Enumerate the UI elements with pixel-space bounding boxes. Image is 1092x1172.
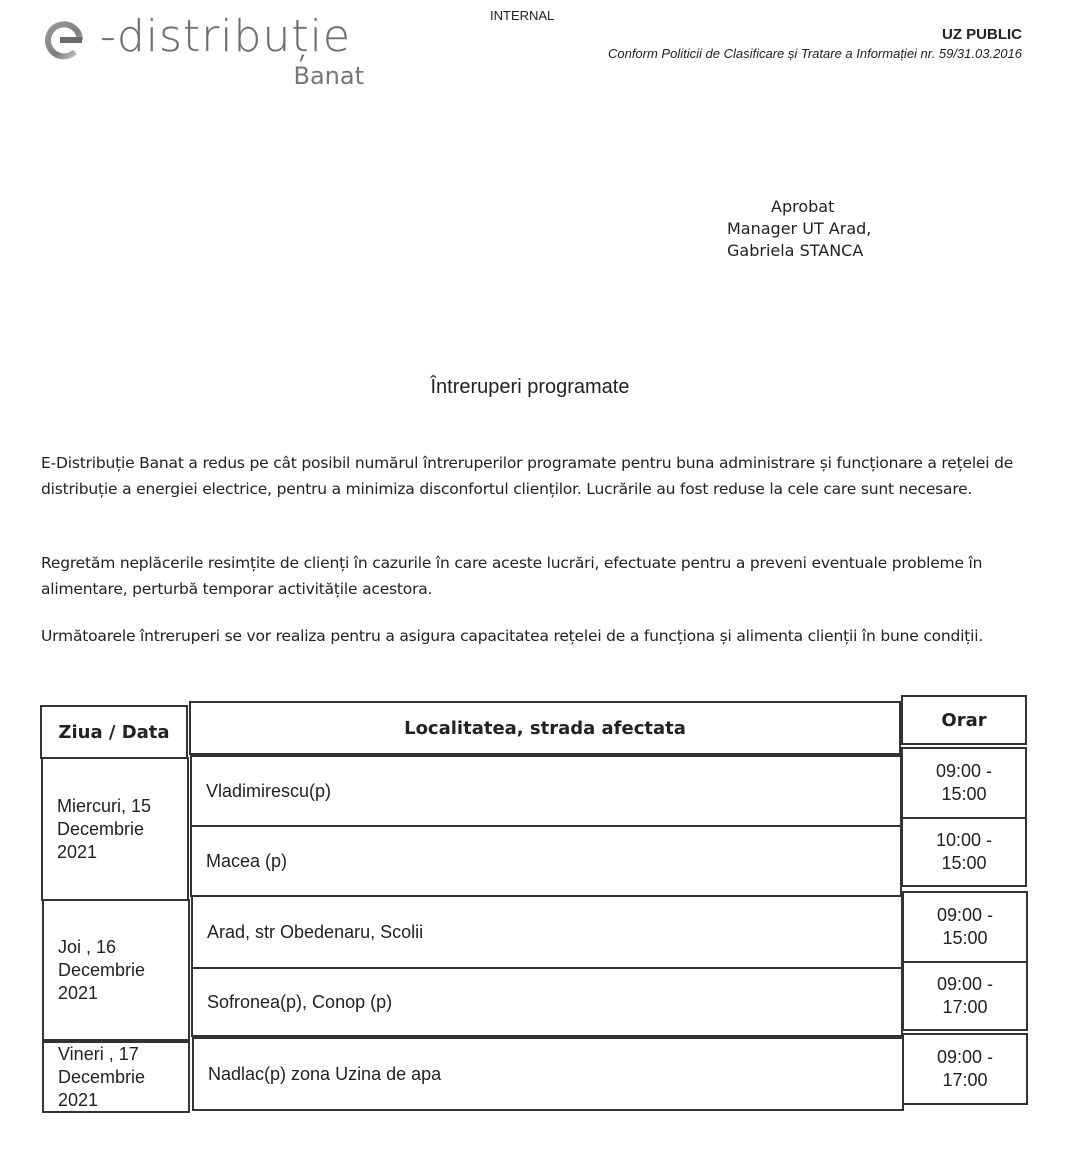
table-row-time: 09:00 - 15:00 bbox=[902, 891, 1028, 963]
policy-note: Conform Politicii de Clasificare și Tratare a Informației nr. 59/31.03.2016 bbox=[607, 46, 1022, 61]
column-header-date: Ziua / Data bbox=[40, 705, 188, 759]
classification-internal: INTERNAL bbox=[490, 8, 555, 23]
table-row-location: Vladimirescu(p) bbox=[190, 755, 902, 827]
approval-role: Manager UT Arad, bbox=[727, 219, 872, 238]
date-year: 2021 bbox=[58, 1089, 99, 1110]
approval-block bbox=[727, 196, 871, 262]
table-row-location: Sofronea(p), Conop (p) bbox=[191, 967, 903, 1037]
date-weekday: Joi , 16 bbox=[58, 936, 117, 957]
intro-paragraph: E-Distribuție Banat a redus pe cât posibil numărul întreruperilor programate pentru buna administrare și funcționare a rețelei de distribuție a energiei electrice, pentru a minimiza disconfortul clienților. Lucrările au fost reduse la cele care sunt necesare. bbox=[41, 454, 1014, 498]
date-weekday: Miercuri, 15 bbox=[57, 795, 152, 816]
approval-name: Gabriela STANCA bbox=[727, 241, 864, 260]
apology-paragraph: Regretăm neplăcerile resimțite de clienți în cazurile în care aceste lucrări, efectuate pentru a preveni eventuale probleme în alimentare, perturbă temporar activitățile acestora. bbox=[41, 554, 983, 598]
date-year: 2021 bbox=[57, 841, 98, 862]
table-row-location: Arad, str Obedenaru, Scolii bbox=[191, 895, 903, 969]
date-year: 2021 bbox=[58, 982, 99, 1003]
classification-public: UZ PUBLIC bbox=[942, 26, 1022, 43]
approval-label: Aprobat bbox=[771, 197, 835, 216]
date-month: Decembrie bbox=[58, 1066, 146, 1087]
logo-brand-text: -distribuție bbox=[100, 11, 351, 62]
table-row-time: 09:00 - 17:00 bbox=[902, 1033, 1028, 1105]
table-row-location: Macea (p) bbox=[190, 825, 902, 897]
document-title: Întreruperi programate bbox=[430, 376, 630, 398]
table-row-time: 09:00 - 15:00 bbox=[901, 747, 1027, 819]
date-cell bbox=[42, 1041, 190, 1113]
date-weekday: Vineri , 17 bbox=[58, 1043, 139, 1064]
table-row-time: 09:00 - 17:00 bbox=[902, 961, 1028, 1031]
column-header-time: Orar bbox=[901, 695, 1027, 745]
table-row-time: 10:00 - 15:00 bbox=[901, 817, 1027, 887]
table-row-location: Nadlac(p) zona Uzina de apa bbox=[192, 1037, 904, 1111]
column-header-location: Localitatea, strada afectata bbox=[189, 701, 901, 755]
date-cell bbox=[42, 899, 190, 1041]
date-month: Decembrie bbox=[58, 959, 146, 980]
schedule-intro-paragraph: Următoarele întreruperi se vor realiza pentru a asigura capacitatea rețelei de a funcționa și alimenta clienții în bune condiții. bbox=[41, 627, 984, 645]
date-month: Decembrie bbox=[57, 818, 145, 839]
e-logo-icon bbox=[42, 18, 86, 62]
date-cell bbox=[41, 757, 189, 901]
company-logo bbox=[40, 8, 370, 92]
logo-region-text: Banat bbox=[293, 62, 364, 90]
